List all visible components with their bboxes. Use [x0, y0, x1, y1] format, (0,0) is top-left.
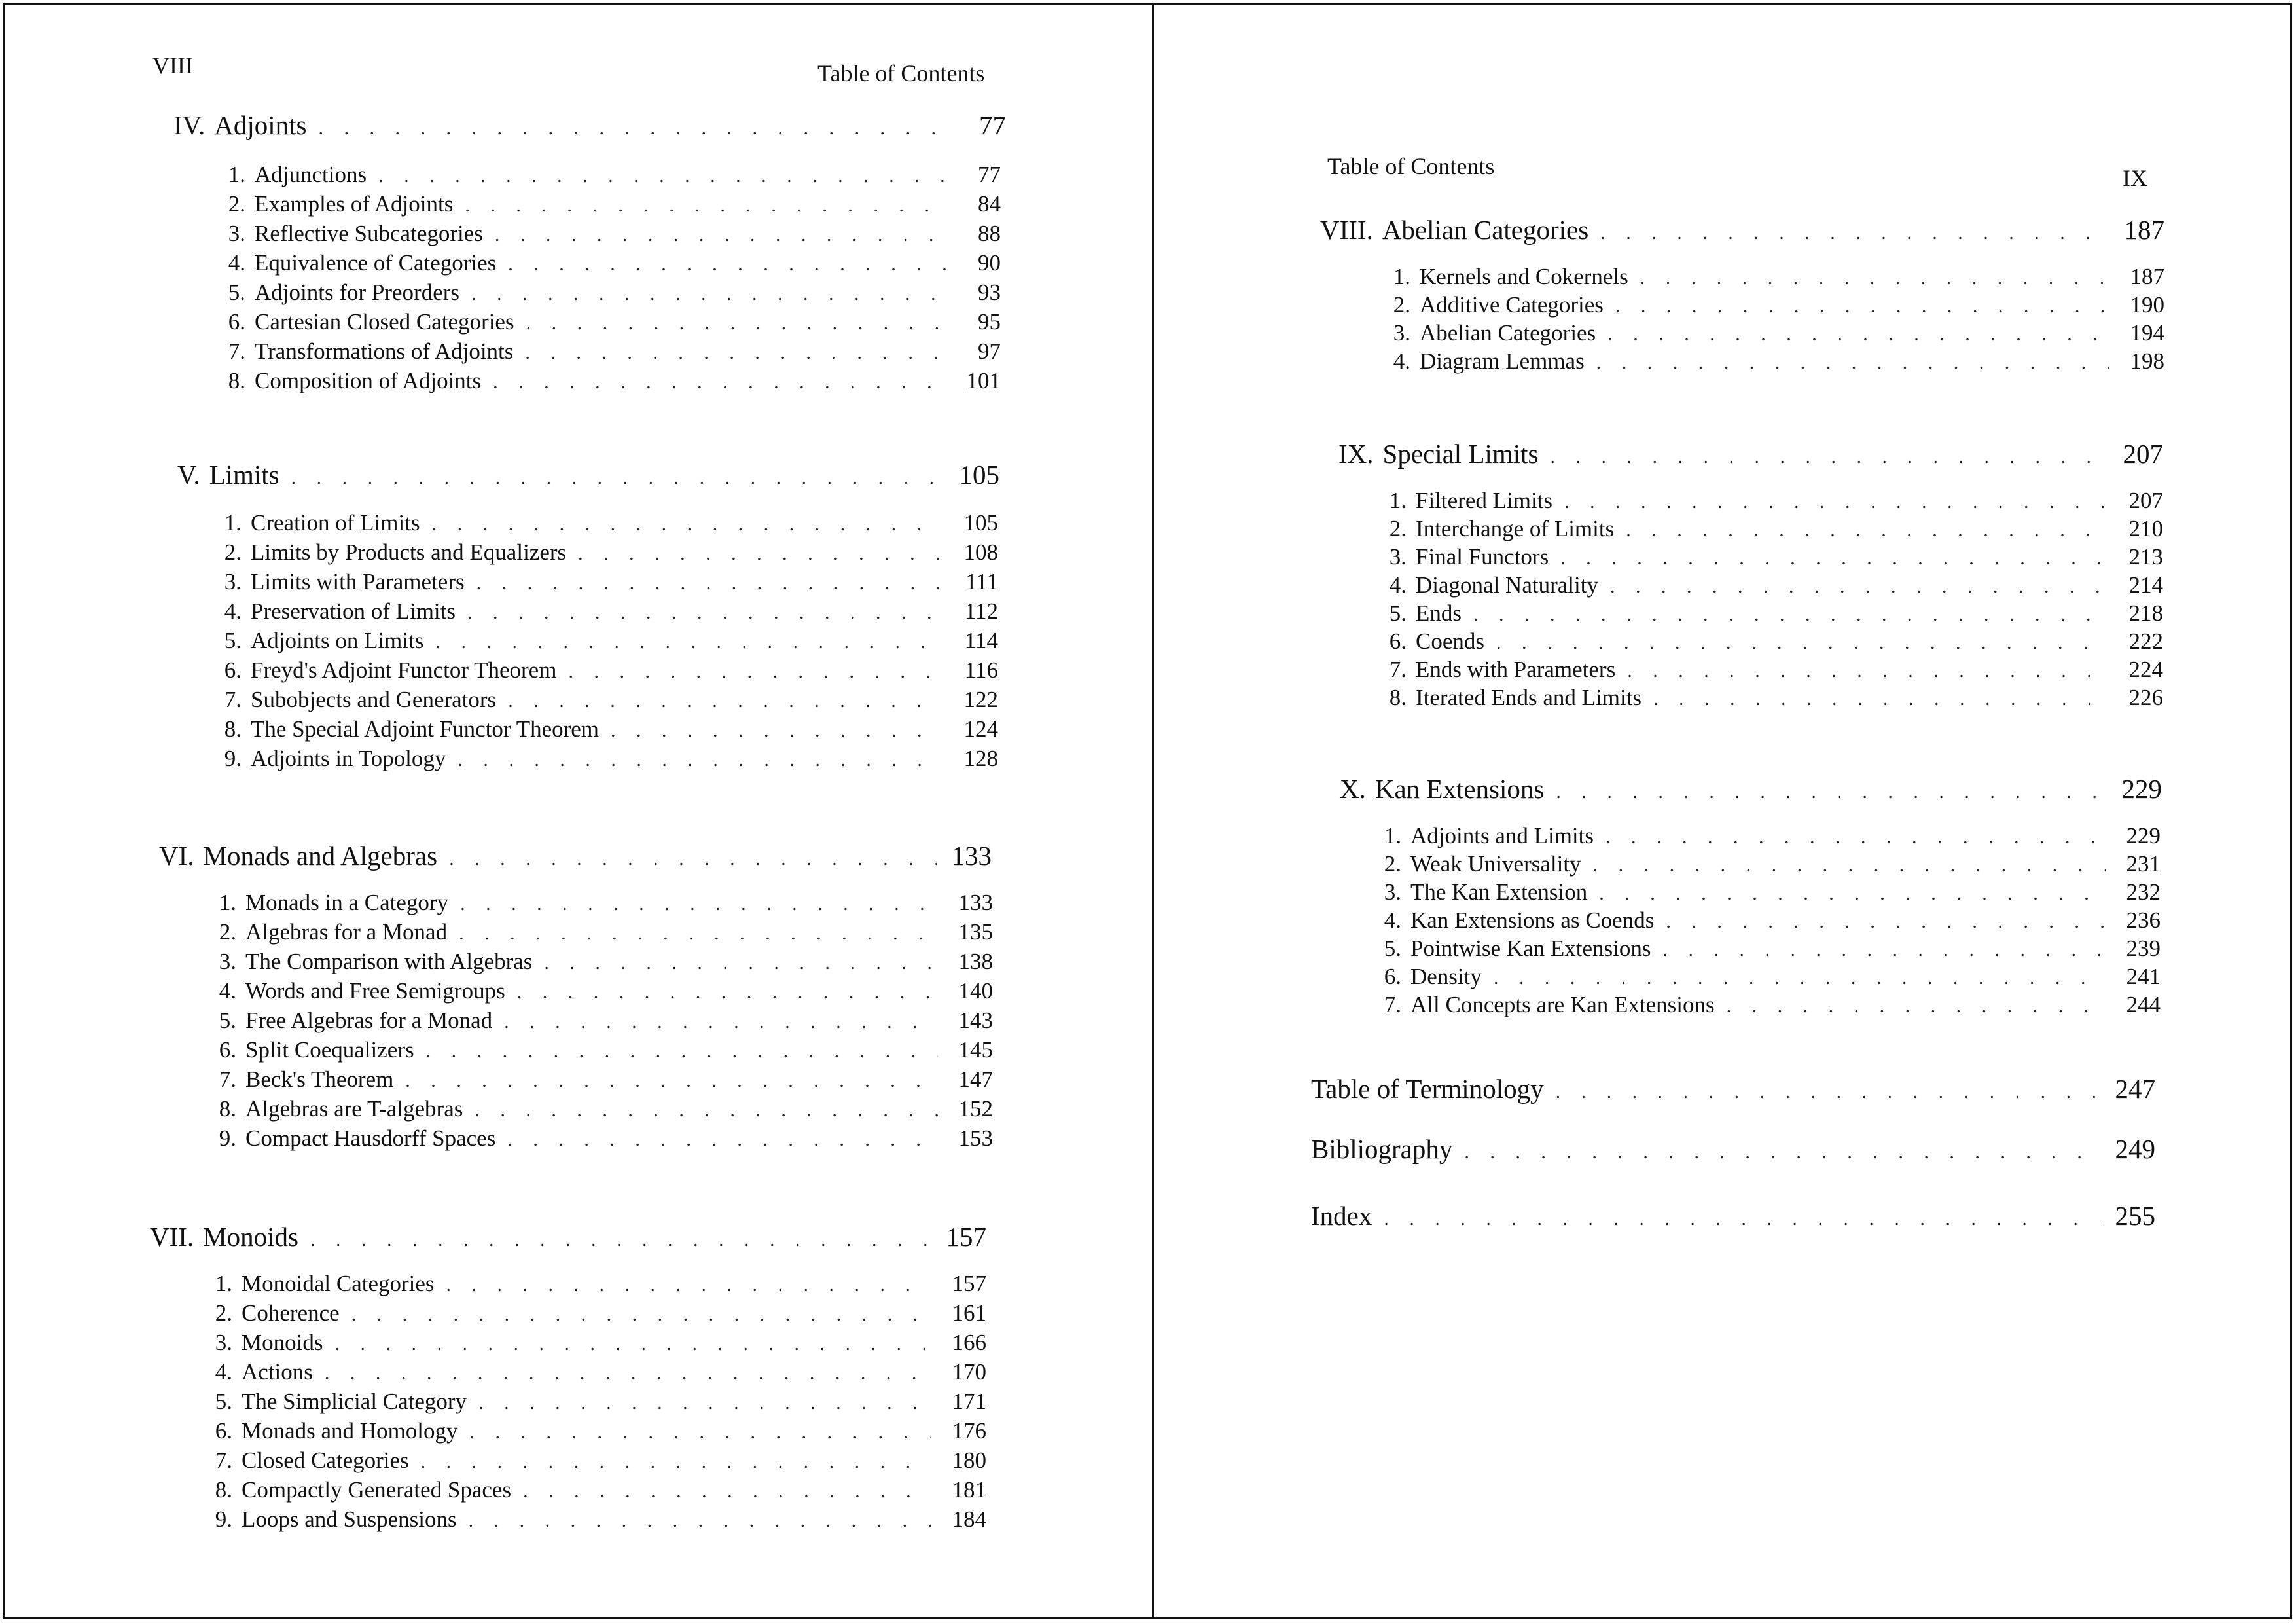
toc-entry[interactable]: 1. Creation of Limits . . . 105 [215, 510, 998, 536]
toc-entry[interactable]: 7. Ends with Parameters . . . 224 [1380, 657, 2163, 683]
toc-entry[interactable]: 7. All Concepts are Kan Extensions . . . 244 [1375, 992, 2161, 1018]
chapter-heading[interactable]: VIII. Abelian Categories . . . 187 [1320, 214, 2164, 246]
chapter-heading[interactable]: IV. Adjoints . . . 77 [173, 109, 1006, 141]
toc-entry[interactable]: 2. Limits by Products and Equalizers . . . 108 [215, 539, 998, 566]
chapter-title: Special Limits [1382, 439, 1539, 469]
toc-entry[interactable]: 3. The Kan Extension . . . 232 [1375, 879, 2161, 905]
toc-entry[interactable]: 7. Subobjects and Generators . . . 122 [215, 687, 998, 713]
toc-entry[interactable]: 8. Compactly Generated Spaces . . . 181 [206, 1477, 986, 1503]
chapter-heading[interactable]: X. Kan Extensions . . . 229 [1340, 773, 2162, 805]
toc-entry[interactable]: 1. Adjoints and Limits . . . 229 [1375, 823, 2161, 849]
toc-entry[interactable]: 9. Compact Hausdorff Spaces . . . 153 [210, 1125, 993, 1152]
toc-entry[interactable]: 4. Diagram Lemmas . . . 198 [1384, 348, 2164, 374]
toc-entry[interactable]: 1. Monoidal Categories . . . 157 [206, 1271, 986, 1297]
toc-entry[interactable]: 8. The Special Adjoint Functor Theorem . . . 124 [215, 716, 998, 742]
toc-entry[interactable]: 9. Loops and Suspensions . . . 184 [206, 1506, 986, 1533]
toc-entry[interactable]: 2. Examples of Adjoints . . . 84 [219, 191, 1001, 217]
toc-entry[interactable]: 5. The Simplicial Category . . . 171 [206, 1389, 986, 1415]
toc-entry[interactable]: 6. Cartesian Closed Categories . . . 95 [219, 309, 1001, 335]
chapter-heading[interactable]: VII. Monoids . . . 157 [150, 1221, 986, 1252]
running-head: Table of Contents [817, 60, 985, 86]
toc-entry[interactable]: 1. Filtered Limits . . . 207 [1380, 488, 2163, 514]
page-ref: 105 [959, 460, 999, 490]
chapter-title: Monads and Algebras [203, 841, 438, 871]
toc-entry[interactable]: 6. Monads and Homology . . . 176 [206, 1418, 986, 1444]
toc-entry[interactable]: 6. Split Coequalizers . . . 145 [210, 1037, 993, 1063]
toc-entry[interactable]: 3. Monoids . . . 166 [206, 1330, 986, 1356]
toc-entry[interactable]: 7. Beck's Theorem . . . 147 [210, 1067, 993, 1093]
chapter-title: Abelian Categories [1382, 215, 1589, 245]
page-ref: 229 [2121, 774, 2162, 804]
toc-entry[interactable]: 9. Adjoints in Topology . . . 128 [215, 746, 998, 772]
toc-entry[interactable]: 8. Composition of Adjoints . . . 101 [219, 368, 1001, 394]
chapter-heading[interactable]: VI. Monads and Algebras . . . 133 [159, 840, 992, 871]
chapter-title: Kan Extensions [1374, 774, 1545, 804]
toc-entry[interactable]: 2. Interchange of Limits . . . 210 [1380, 516, 2163, 542]
toc-entry[interactable]: 2. Coherence . . . 161 [206, 1300, 986, 1326]
toc-entry[interactable]: 1. Kernels and Cokernels . . . 187 [1384, 264, 2164, 290]
toc-entry[interactable]: 4. Actions . . . 170 [206, 1359, 986, 1385]
toc-terminology[interactable]: Table of Terminology . . . 247 [1311, 1073, 2155, 1104]
toc-entry[interactable]: 6. Density . . . 241 [1375, 964, 2161, 990]
toc-entry[interactable]: 1. Monads in a Category . . . 133 [210, 890, 993, 916]
toc-entry[interactable]: 3. Reflective Subcategories . . . 88 [219, 221, 1001, 247]
chapter-title: Adjoints [214, 110, 307, 140]
toc-entry[interactable]: 8. Algebras are T-algebras . . . 152 [210, 1096, 993, 1122]
page-ref: 207 [2123, 439, 2163, 469]
toc-entry[interactable]: 4. Words and Free Semigroups . . . 140 [210, 978, 993, 1004]
running-head: Table of Contents [1327, 153, 1495, 179]
page-number: VIII [152, 52, 193, 79]
chapter-title: Monoids [203, 1222, 298, 1252]
toc-entry[interactable]: 2. Weak Universality . . . 231 [1375, 851, 2161, 877]
toc-entry[interactable]: 4. Kan Extensions as Coends . . . 236 [1375, 907, 2161, 934]
toc-entry[interactable]: 6. Coends . . . 222 [1380, 629, 2163, 655]
page-number: IX [2123, 165, 2147, 191]
toc-entry[interactable]: 2. Additive Categories . . . 190 [1384, 292, 2164, 318]
toc-entry[interactable]: 3. The Comparison with Algebras . . . 138 [210, 949, 993, 975]
toc-entry[interactable]: 5. Free Algebras for a Monad . . . 143 [210, 1008, 993, 1034]
toc-entry[interactable]: 2. Algebras for a Monad . . . 135 [210, 919, 993, 945]
toc-index[interactable]: Index . . . 255 [1311, 1200, 2155, 1231]
toc-entry[interactable]: 6. Freyd's Adjoint Functor Theorem . . . 116 [215, 657, 998, 684]
toc-entry[interactable]: 3. Abelian Categories . . . 194 [1384, 320, 2164, 346]
toc-entry[interactable]: 4. Diagonal Naturality . . . 214 [1380, 572, 2163, 598]
toc-entry[interactable]: 4. Equivalence of Categories . . . 90 [219, 250, 1001, 276]
toc-entry[interactable]: 8. Iterated Ends and Limits . . . 226 [1380, 685, 2163, 711]
toc-entry[interactable]: 3. Limits with Parameters . . . 111 [215, 569, 998, 595]
toc-entry[interactable]: 5. Ends . . . 218 [1380, 600, 2163, 627]
right-page [1154, 5, 2294, 1617]
toc-entry[interactable]: 1. Adjunctions . . . 77 [219, 162, 1001, 188]
toc-entry[interactable]: 5. Adjoints for Preorders . . . 93 [219, 280, 1001, 306]
toc-entry[interactable]: 7. Transformations of Adjoints . . . 97 [219, 338, 1001, 365]
chapter-heading[interactable]: IX. Special Limits . . . 207 [1338, 438, 2163, 469]
page-ref: 77 [979, 110, 1006, 140]
toc-entry[interactable]: 7. Closed Categories . . . 180 [206, 1448, 986, 1474]
toc-entry[interactable]: 5. Adjoints on Limits . . . 114 [215, 628, 998, 654]
chapter-title: Limits [209, 460, 279, 490]
toc-entry[interactable]: 4. Preservation of Limits . . . 112 [215, 598, 998, 625]
left-page [5, 5, 1152, 1617]
book-spread [3, 3, 2292, 1619]
toc-bibliography[interactable]: Bibliography . . . 249 [1311, 1133, 2155, 1165]
page-ref: 187 [2124, 215, 2164, 245]
page-ref: 133 [951, 841, 992, 871]
toc-entry[interactable]: 5. Pointwise Kan Extensions . . . 239 [1375, 936, 2161, 962]
toc-entry[interactable]: 3. Final Functors . . . 213 [1380, 544, 2163, 570]
page-ref: 157 [946, 1222, 986, 1252]
chapter-heading[interactable]: V. Limits . . . 105 [177, 459, 999, 490]
